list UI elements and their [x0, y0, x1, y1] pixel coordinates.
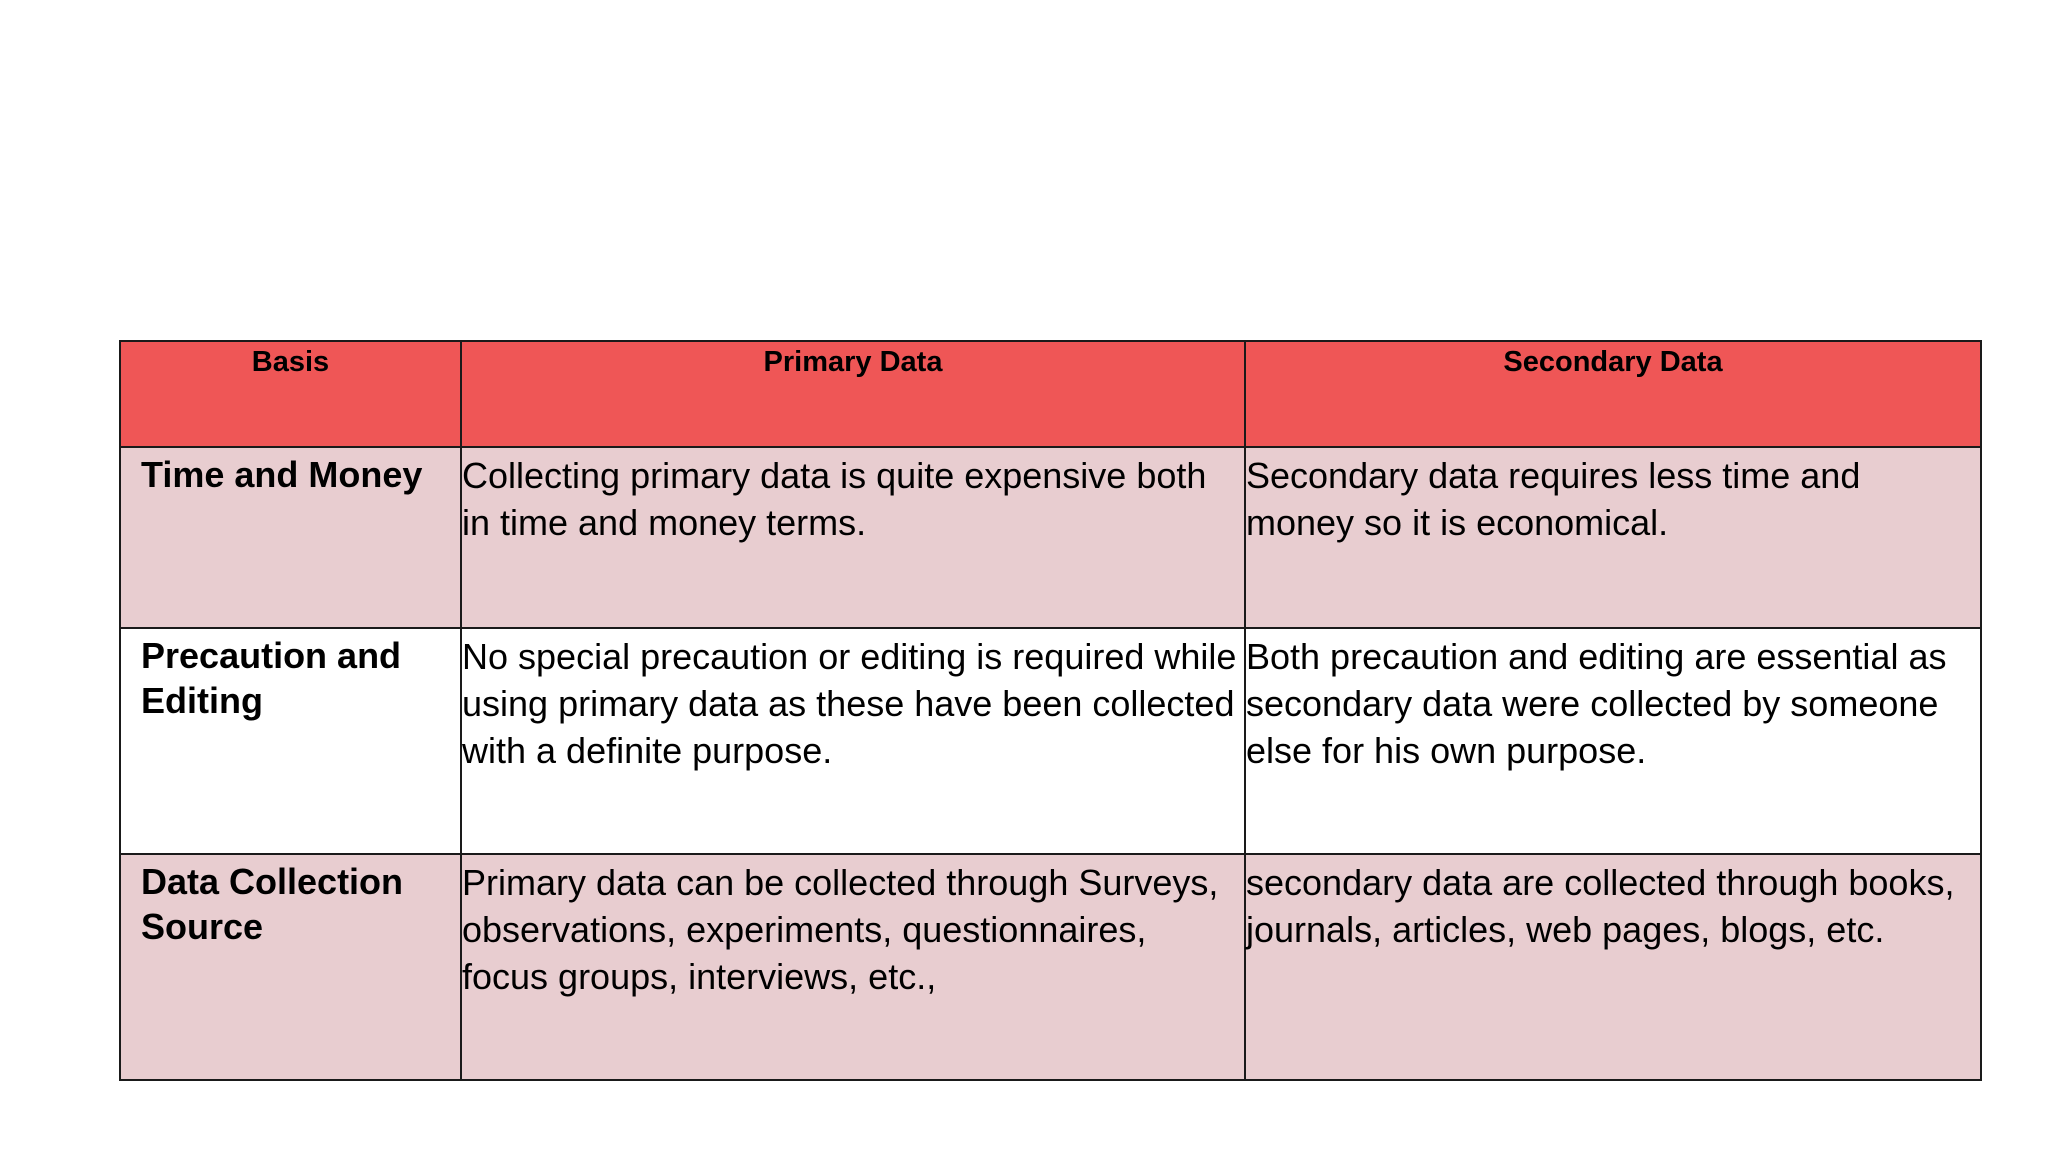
table-row [120, 447, 1981, 628]
secondary-cell: secondary data are collected through books, journals, articles, web pages, blogs, etc. [1245, 854, 1981, 1080]
header-basis: Basis [120, 341, 461, 447]
secondary-cell: Both precaution and editing are essential as secondary data were collected by someone else for his own purpose. [1245, 628, 1981, 854]
comparison-table [119, 340, 1982, 1081]
table-row [120, 854, 1981, 1080]
basis-cell: Precaution and Editing [120, 628, 461, 854]
primary-cell: Primary data can be collected through Surveys, observations, experiments, questionnaires, focus groups, interviews, etc., [461, 854, 1245, 1080]
header-primary-data: Primary Data [461, 341, 1245, 447]
header-row [120, 341, 1981, 447]
basis-cell: Data Collection Source [120, 854, 461, 1080]
primary-cell: Collecting primary data is quite expensive both in time and money terms. [461, 447, 1245, 628]
secondary-cell: Secondary data requires less time and money so it is economical. [1245, 447, 1981, 628]
table-row [120, 628, 1981, 854]
basis-cell: Time and Money [120, 447, 461, 628]
primary-cell: No special precaution or editing is required while using primary data as these have been collected with a definite purpose. [461, 628, 1245, 854]
header-secondary-data: Secondary Data [1245, 341, 1981, 447]
